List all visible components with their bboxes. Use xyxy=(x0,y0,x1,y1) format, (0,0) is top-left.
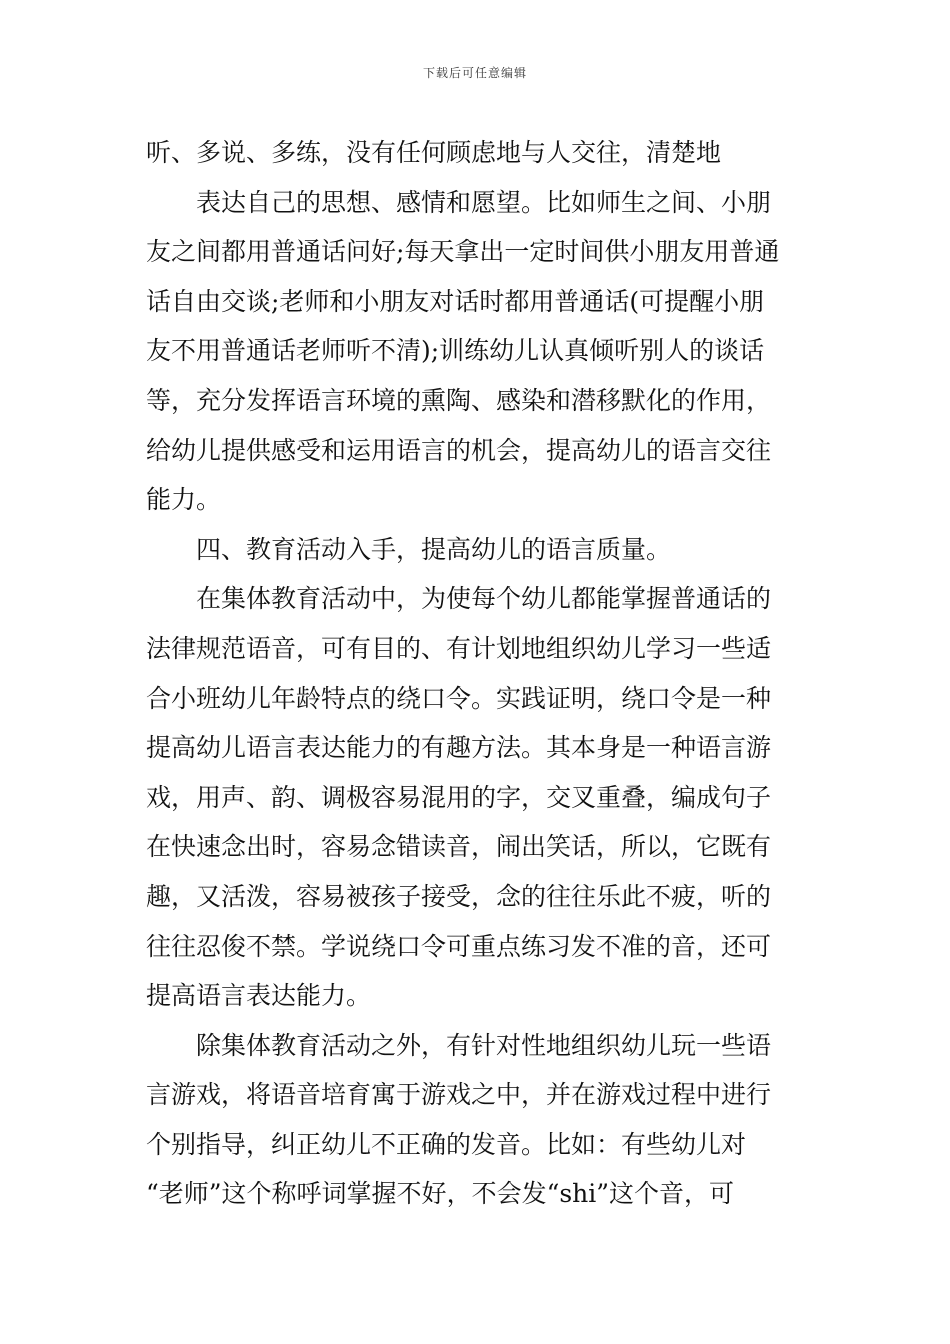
text-line: 在快速念出时，容易念错读音，闹出笑话，所以，它既有 xyxy=(146,832,772,862)
document-body xyxy=(146,128,810,1219)
text-line: 等，充分发挥语言环境的熏陶、感染和潜移默化的作用， xyxy=(146,385,772,415)
text-line: 言游戏，将语音培育寓于游戏之中，并在游戏过程中进行 xyxy=(146,1080,772,1110)
text-line: 友不用普通话老师听不清);训练幼儿认真倾听别人的谈话 xyxy=(146,336,765,366)
text-line: “老师”这个称呼词掌握不好，不会发“shi”这个音，可 xyxy=(146,1179,735,1209)
text-line: 友之间都用普通话问好;每天拿出一定时间供小朋友用普通 xyxy=(146,237,780,267)
page-header: 下载后可任意编辑 xyxy=(422,66,527,80)
text-line: 提高语言表达能力。 xyxy=(146,981,372,1011)
text-line: 戏，用声、韵、调极容易混用的字，交叉重叠，编成句子 xyxy=(146,782,772,812)
text-line: 往往忍俊不禁。学说绕口令可重点练习发不准的音，还可 xyxy=(146,931,772,961)
text-line: 表达自己的思想、感情和愿望。比如师生之间、小朋 xyxy=(196,187,772,217)
text-line: 在集体教育活动中，为使每个幼儿都能掌握普通话的 xyxy=(196,584,772,614)
text-line: 个别指导，纠正幼儿不正确的发音。比如：有些幼儿对 xyxy=(146,1129,747,1159)
text-line: 法律规范语音，可有目的、有计划地组织幼儿学习一些适 xyxy=(146,633,772,663)
text-line: 听、多说、多练，没有任何顾虑地与人交往，清楚地 xyxy=(146,138,722,167)
text-line: 趣，又活泼，容易被孩子接受，念的往往乐此不疲，听的 xyxy=(146,881,772,911)
text-line: 除集体教育活动之外，有针对性地组织幼儿玩一些语 xyxy=(196,1030,772,1060)
text-line: 话自由交谈;老师和小朋友对话时都用普通话(可提醒小朋 xyxy=(146,286,765,316)
text-line: 合小班幼儿年龄特点的绕口令。实践证明，绕口令是一种 xyxy=(146,683,772,713)
section-heading: 四、教育活动入手，提高幼儿的语言质量。 xyxy=(196,534,672,564)
text-line: 提高幼儿语言表达能力的有趣方法。其本身是一种语言游 xyxy=(146,733,772,763)
text-line: 能力。 xyxy=(146,485,222,515)
text-line: 给幼儿提供感受和运用语言的机会，提高幼儿的语言交往 xyxy=(146,435,772,465)
